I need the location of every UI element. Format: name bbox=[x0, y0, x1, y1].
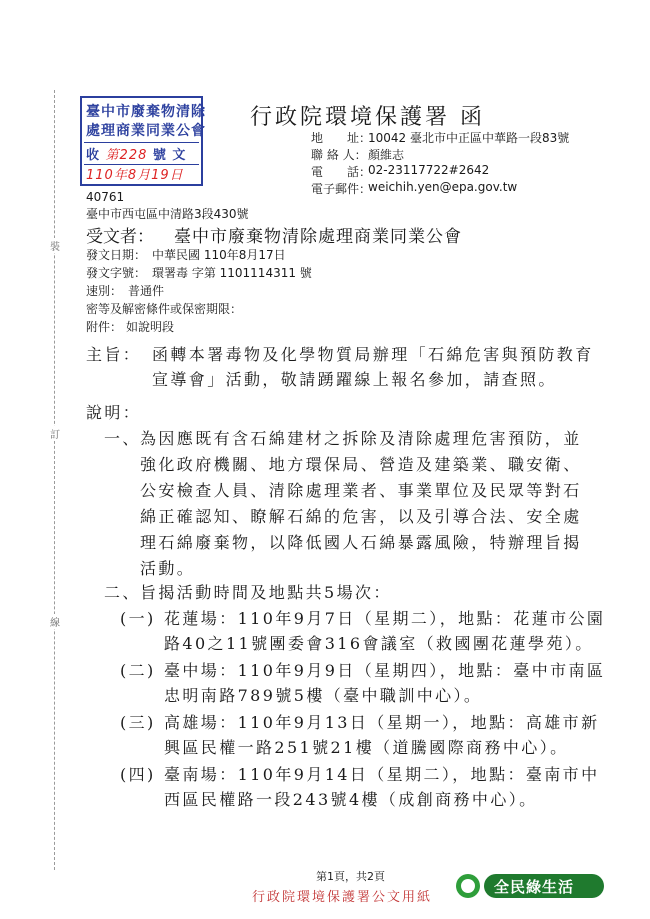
session-4-line-1: 臺南場：110年9月14日（星期二），地點：臺南市中 bbox=[164, 765, 600, 784]
session-1-marker: (一) bbox=[120, 609, 156, 628]
leaf-circle-icon bbox=[456, 874, 480, 898]
item-2-marker: 二、 bbox=[104, 583, 141, 602]
agency-title: 行政院環境保護署 函 bbox=[250, 105, 485, 130]
subject-line-2: 宣導會」活動，敬請踴躍線上報名參加，請查照。 bbox=[152, 370, 557, 389]
binding-mark-middle: 訂 bbox=[50, 426, 60, 441]
recipient-label: 受文者： bbox=[86, 227, 154, 247]
issue-date-value: 中華民國 110年8月17日 bbox=[152, 248, 286, 262]
binding-mark-bottom: 線 bbox=[50, 614, 60, 629]
binding-mark-top: 裝 bbox=[50, 238, 60, 253]
attachment-value: 如說明段 bbox=[126, 320, 175, 334]
document-number-label: 發文字號： bbox=[86, 266, 147, 280]
session-4-marker: (四) bbox=[120, 765, 156, 784]
item-1-line-2: 強化政府機關、地方環保局、營造及建築業、職安衛、 bbox=[140, 455, 582, 474]
item-1-line-4: 綿正確認知、瞭解石綿的危害，以及引導合法、安全處 bbox=[140, 507, 582, 526]
item-2-title: 旨揭活動時間及地點共5場次： bbox=[140, 583, 392, 602]
stamp-line-2: 處理商業同業公會 bbox=[86, 123, 206, 139]
explanation-label: 說明： bbox=[86, 403, 142, 422]
contact-label-address: 地 址： bbox=[311, 131, 372, 145]
issue-date-label: 發文日期： bbox=[86, 248, 147, 262]
session-2-marker: (二) bbox=[120, 661, 156, 680]
stamp-receipt-number bbox=[84, 142, 199, 165]
session-1-line-1: 花蓮場：110年9月7日（星期二），地點：花蓮市公園 bbox=[164, 609, 606, 628]
contact-value-email: weichih.yen@epa.gov.tw bbox=[368, 180, 518, 194]
stamp-line-1: 臺中市廢棄物清除 bbox=[86, 104, 206, 120]
subject-label: 主旨： bbox=[86, 345, 142, 364]
logo-text: 全民綠生活 bbox=[494, 878, 575, 896]
session-4-line-2: 西區民權路一段243號4樓（成創商務中心）。 bbox=[164, 790, 538, 809]
session-1-line-2: 路40之11號團委會316會議室（救國團花蓮學苑）。 bbox=[164, 634, 594, 653]
contact-label-email: 電子郵件： bbox=[311, 182, 372, 196]
recipient-name: 臺中市廢棄物清除處理商業同業公會 bbox=[174, 227, 462, 247]
item-1-line-3: 公安檢查人員、清除處理業者、事業單位及民眾等對石 bbox=[140, 481, 582, 500]
classification-label: 密等及解密條件或保密期限： bbox=[86, 302, 243, 316]
contact-label-phone: 電 話： bbox=[311, 165, 372, 179]
contact-value-address: 10042 臺北市中正區中華路一段83號 bbox=[368, 131, 570, 145]
receipt-stamp bbox=[80, 96, 206, 186]
page-number: 第1頁，共2頁 bbox=[316, 870, 385, 883]
speed-value: 普通件 bbox=[128, 284, 165, 298]
stamp-date: 110年8月19日 bbox=[86, 168, 184, 183]
item-1-line-1: 為因應既有含石綿建材之拆除及清除處理危害預防，並 bbox=[140, 429, 582, 448]
item-1-marker: 一、 bbox=[104, 429, 141, 448]
document-number-value: 環署毒 字第 1101114311 號 bbox=[152, 266, 312, 280]
speed-label: 速別： bbox=[86, 284, 123, 298]
green-life-logo bbox=[456, 872, 606, 900]
stamp-receipt-prefix: 收 bbox=[86, 148, 101, 163]
recipient-zip: 40761 bbox=[86, 190, 125, 204]
session-3-line-1: 高雄場：110年9月13日（星期一），地點：高雄市新 bbox=[164, 713, 600, 732]
attachment-label: 附件： bbox=[86, 320, 123, 334]
session-3-marker: (三) bbox=[120, 713, 156, 732]
contact-value-person: 顏維志 bbox=[368, 148, 405, 162]
session-3-line-2: 興區民權一路251號21樓（道騰國際商務中心）。 bbox=[164, 738, 569, 757]
item-1-line-5: 理石綿廢棄物，以降低國人石綿暴露風險，特辦理旨揭 bbox=[140, 533, 582, 552]
session-2-line-2: 忠明南路789號5樓（臺中職訓中心）。 bbox=[164, 686, 483, 705]
subject-line-1: 函轉本署毒物及化學物質局辦理「石綿危害與預防教育 bbox=[152, 345, 594, 364]
session-2-line-1: 臺中場：110年9月9日（星期四），地點：臺中市南區 bbox=[164, 661, 606, 680]
recipient-address: 臺中市西屯區中清路3段430號 bbox=[86, 207, 249, 221]
stamp-receipt-suffix: 號 文 bbox=[152, 148, 187, 163]
binding-line bbox=[54, 90, 55, 870]
official-paper-label: 行政院環境保護署公文用紙 bbox=[252, 890, 433, 905]
contact-value-phone: 02-23117722#2642 bbox=[368, 163, 490, 177]
item-1-line-6: 活動。 bbox=[140, 559, 196, 578]
contact-label-person: 聯 絡 人： bbox=[311, 148, 367, 162]
stamp-receipt-no: 第228 bbox=[105, 148, 148, 163]
